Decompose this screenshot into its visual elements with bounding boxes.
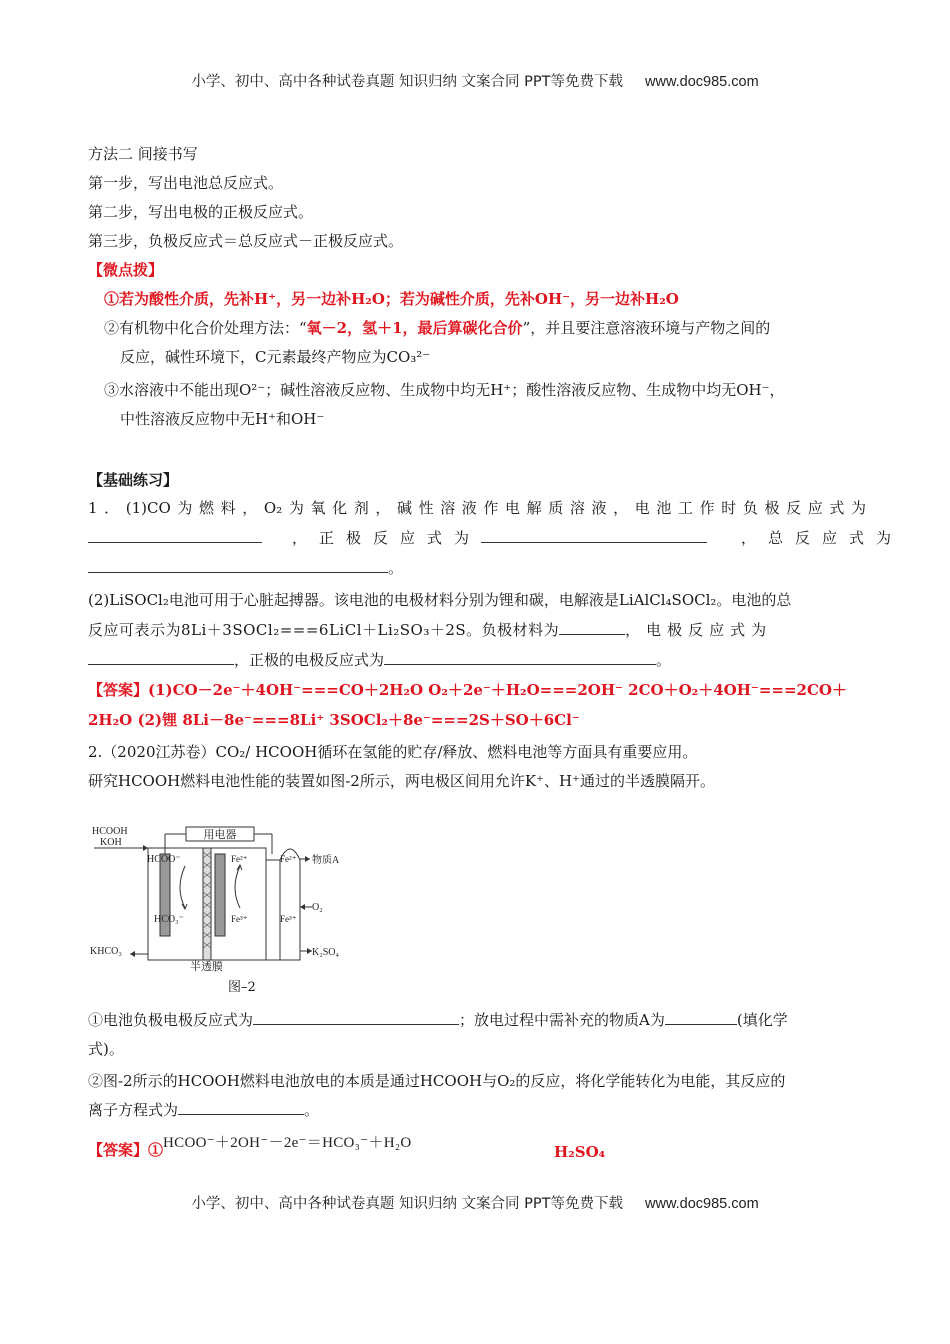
label-fe2-right: Fe²⁺ — [280, 854, 297, 864]
answer-blank[interactable] — [178, 1100, 304, 1115]
tips-heading: 【微点拨】 — [88, 261, 164, 279]
q2-text: (填化学 — [736, 1011, 788, 1029]
answer-1-line-2: 2H₂O (2)锂 8Li－8e⁻===8Li⁺ 3SOCl₂＋8e⁻===2S＋SO＋6Cl⁻ — [88, 711, 580, 729]
tip-2-line-1 — [104, 318, 882, 338]
method-step-3: 第三步，负极反应式＝总反应式－正极反应式。 — [88, 232, 404, 250]
footer-url[interactable]: www.doc985.com — [645, 1196, 759, 1212]
tip-2-text-c: ”，并且要注意溶液环境与产物之间的 — [522, 319, 771, 337]
q1-line-2 — [88, 528, 904, 548]
q1-text: ，电极反应式为 — [625, 621, 773, 639]
answer-blank[interactable] — [253, 1010, 459, 1025]
q2-text: ①电池负极电极反应式为 — [88, 1011, 254, 1029]
label-fe3-mid: Fe³⁺ — [231, 914, 248, 924]
answer-2-substance: H₂SO₄ — [554, 1143, 606, 1161]
q2-line-2: 研究HCOOH燃料电池性能的装置如图-2所示，两电极区间用允许K⁺、H⁺通过的半透膜隔开。 — [88, 772, 715, 790]
answer-blank[interactable] — [559, 620, 625, 635]
q1-end: 。 — [388, 559, 404, 577]
tip-1: ①若为酸性介质，先补H⁺，另一边补H₂O；若为碱性介质，先补OH⁻，另一边补H₂O — [104, 290, 679, 308]
answer-blank[interactable] — [88, 650, 234, 665]
answer-blank[interactable] — [88, 558, 388, 573]
q1-text: ，总反应式为 — [741, 529, 904, 547]
q1-line-1: 1．(1)CO为燃料，O₂为氧化剂，碱性溶液作电解质溶液，电池工作时负极反应式为 — [88, 499, 866, 517]
q1-part2-line-1: (2)LiSOCl₂电池可用于心脏起搏器。该电池的电极材料分别为锂和碳，电解液是LiAlCl₄SOCl₂。电池的总 — [88, 591, 792, 609]
q1-part2-line-2 — [88, 620, 866, 640]
q2-item-1-line-2: 式)。 — [88, 1040, 124, 1058]
tip-3-line-2: 中性溶液反应物中无H⁺和OH⁻ — [120, 410, 325, 428]
q2-item-2-line-2 — [88, 1100, 866, 1120]
label-k2so4: K₂SO₄ — [312, 947, 339, 958]
footer-text: 小学、初中、高中各种试卷真题 知识归纳 文案合同 PPT等免费下载 — [191, 1196, 624, 1212]
q1-line-3 — [88, 558, 866, 578]
answer-blank[interactable] — [481, 528, 707, 543]
q1-end: 。 — [656, 651, 672, 669]
q2-item-2-line-1: ②图-2所示的HCOOH燃料电池放电的本质是通过HCOOH与O₂的反应，将化学能转化为电能，其反应的 — [88, 1072, 786, 1090]
answer-2 — [88, 1135, 866, 1161]
device-label: 用电器 — [203, 829, 237, 841]
q1-text: ，正极反应式为 — [292, 529, 482, 547]
q2-line-1: 2.（2020江苏卷）CO₂/ HCOOH循环在氢能的贮存/释放、燃料电池等方面具有重要应用。 — [88, 743, 698, 761]
label-hcoo: HCOO⁻ — [147, 854, 181, 865]
q1-text: ，正极的电极反应式为 — [234, 651, 385, 669]
q2-text: ；放电过程中需补充的物质A为 — [459, 1011, 665, 1029]
q1-part2-line-3 — [88, 650, 866, 670]
answer-blank[interactable] — [665, 1010, 737, 1025]
tip-2-highlight: 氧－2，氢＋1，最后算碳化合价 — [306, 319, 523, 337]
method-step-2: 第二步，写出电极的正极反应式。 — [88, 203, 314, 221]
label-koh: KOH — [100, 837, 122, 848]
answer-blank[interactable] — [384, 650, 656, 665]
label-substance-a: 物质A — [312, 855, 340, 866]
answer-2-label: 【答案】① — [88, 1141, 164, 1159]
label-khco3: KHCO₃ — [90, 946, 122, 957]
fuel-cell-diagram — [90, 826, 360, 976]
answer-blank[interactable] — [88, 528, 262, 543]
label-fe2-mid: Fe²⁺ — [231, 854, 248, 864]
q1-text: 反应可表示为8Li＋3SOCl₂===6LiCl＋Li₂SO₃＋2S。负极材料为 — [88, 621, 560, 639]
answer-2-equation: HCOO⁻＋2OH⁻－2e⁻＝HCO₃⁻＋H₂O — [163, 1135, 412, 1151]
label-hcooh: HCOOH — [92, 826, 128, 837]
page-header — [0, 70, 950, 91]
q2-text: 。 — [304, 1101, 320, 1119]
tip-2-line-2: 反应，碱性环境下，C元素最终产物应为CO₃²⁻ — [120, 348, 431, 366]
method-title: 方法二 间接书写 — [88, 145, 198, 163]
tip-3-line-1: ③水溶液中不能出现O²⁻；碱性溶液反应物、生成物中均无H⁺；酸性溶液反应物、生成物中均无OH⁻， — [104, 381, 785, 399]
label-fe3-right: Fe³⁺ — [280, 914, 297, 924]
header-url[interactable]: www.doc985.com — [645, 74, 759, 90]
label-hco3: HCO₃⁻ — [154, 914, 184, 925]
page-footer — [0, 1192, 950, 1213]
method-step-1: 第一步，写出电池总反应式。 — [88, 174, 284, 192]
figure-caption: 图–2 — [228, 980, 256, 995]
q2-item-1-line-1 — [88, 1010, 866, 1030]
header-text: 小学、初中、高中各种试卷真题 知识归纳 文案合同 PPT等免费下载 — [191, 74, 624, 90]
q2-text: 离子方程式为 — [88, 1101, 179, 1119]
label-o2: O₂ — [312, 902, 323, 913]
tip-2-text-a: ②有机物中化合价处理方法：“ — [104, 319, 307, 337]
practice-heading: 【基础练习】 — [88, 471, 179, 489]
label-membrane: 半透膜 — [190, 961, 223, 973]
answer-1-line-1: 【答案】(1)CO－2e⁻＋4OH⁻===CO＋2H₂O O₂＋2e⁻＋H₂O===2OH⁻ 2CO＋O₂＋4OH⁻===2CO＋ — [88, 681, 847, 699]
